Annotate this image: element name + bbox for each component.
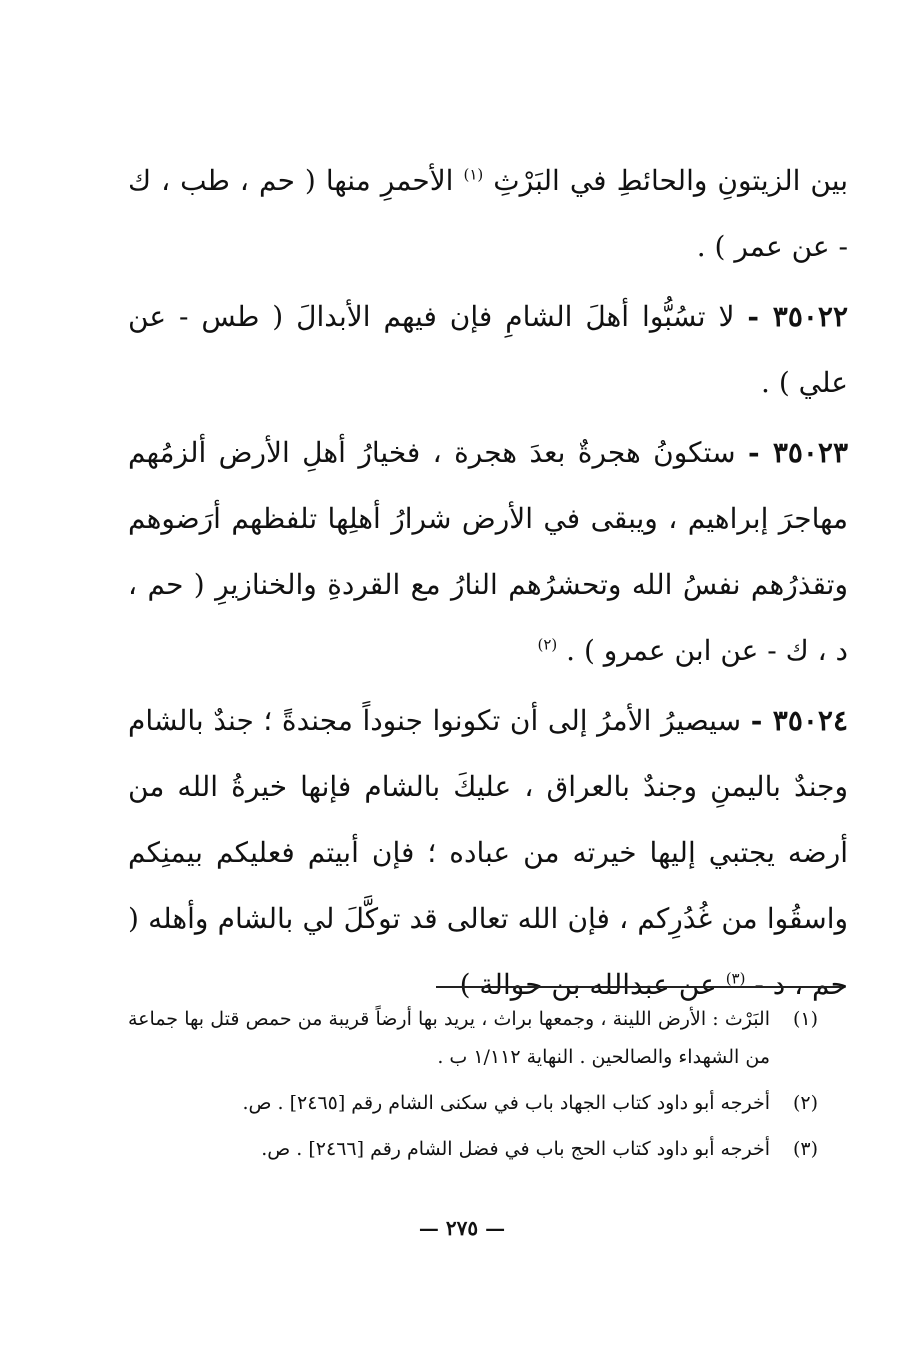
footnote-item (128, 1130, 818, 1168)
footnote-reference-2[interactable]: (٢) (537, 635, 558, 654)
main-text (128, 148, 848, 1022)
footnote-marker: (١) (792, 1008, 818, 1030)
hadith-paragraph-35024 (128, 688, 848, 1018)
footnote-reference-3[interactable]: (٣) (725, 969, 746, 988)
footnote-marker: (٣) (792, 1138, 818, 1160)
footnote-marker: (٢) (792, 1092, 818, 1114)
footnote-text: أخرجه أبو داود كتاب الجهاد باب في سكنى الشام رقم [٢٤٦٥] . ص. (242, 1092, 770, 1114)
footnote-text: أخرجه أبو داود كتاب الحج باب في فضل الشام رقم [٢٤٦٦] . ص. (261, 1138, 770, 1160)
hadith-text: سيصيرُ الأمرُ إلى أن تكونوا جنوداً مجندةً ؛ جندٌ بالشام وجندٌ باليمنِ وجندٌ بالعراق ، عليكَ بالشام فإنها خيرةُ الله من أرضه يجتبي إليها خيرته من عباده ؛ فإن أبيتم فعليكم بيمنِكم واسقُوا من غُدُرِكم ، فإن الله تعالى قد توكَّلَ لي بالشام وأهله ( حم ، د - (128, 704, 848, 1001)
hadith-number: ٣٥٠٢٤ - (750, 704, 848, 737)
page-number: — ٢٧٥ — (418, 1216, 506, 1240)
footnote-item (128, 1000, 818, 1076)
footnote-text: البَرْث : الأرض اللينة ، وجمعها براث ، يريد بها أرضاً قريبة من حمص قتل بها جماعة من الشهداء والصالحين . النهاية ١/١١٢ ب . (128, 1008, 770, 1068)
hadith-paragraph-35022 (128, 284, 848, 416)
hadith-text: بين الزيتونِ والحائطِ في البَرْثِ (493, 164, 848, 197)
footnotes (128, 1000, 818, 1176)
hadith-text: عن عبدالله بن حوالة ) (459, 968, 717, 1001)
footnote-item (128, 1084, 818, 1122)
hadith-paragraph-35023 (128, 420, 848, 684)
hadith-text: ستكونُ هجرةٌ بعدَ هجرة ، فخيارُ أهلِ الأرض ألزمُهم مهاجرَ إبراهيم ، ويبقى في الأرض شرارُ أهلِها تلفظهم أرَضوهم وتقذرُهم نفسُ الله وتحشرُهم النارُ مع القردةِ والخنازيرِ ( حم ، د ، ك - عن ابن عمرو ) . (128, 436, 848, 667)
hadith-text: لا تسُبُّوا أهلَ الشامِ فإن فيهم الأبدالَ ( طس - عن علي ) . (128, 300, 848, 399)
hadith-text: الأحمرِ منها ( حم ، طب ، ك - عن عمر ) . (128, 164, 848, 263)
footnote-reference-1[interactable]: (١) (463, 165, 484, 184)
footnote-divider (436, 986, 842, 988)
hadith-number: ٣٥٠٢٢ - (747, 300, 848, 333)
hadith-number: ٣٥٠٢٣ - (747, 436, 849, 469)
hadith-paragraph-continuation (128, 148, 848, 280)
